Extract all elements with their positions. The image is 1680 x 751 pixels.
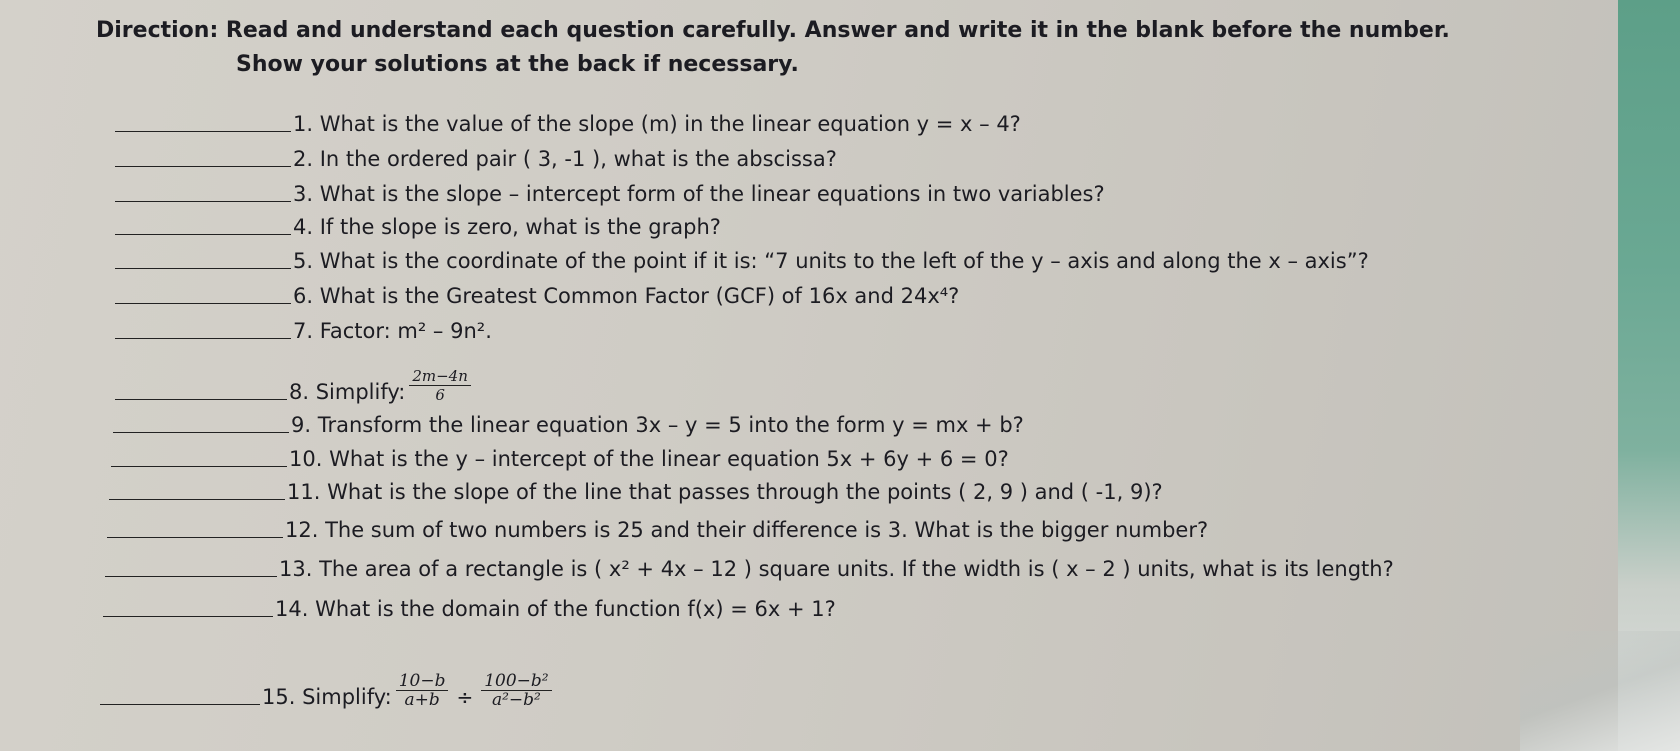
division-operator: ÷ bbox=[456, 685, 474, 709]
background-corner bbox=[1520, 631, 1680, 751]
question-5 bbox=[115, 243, 1369, 273]
answer-blank[interactable] bbox=[115, 233, 291, 235]
question-text: 10. What is the y – intercept of the linear equation 5x + 6y + 6 = 0? bbox=[289, 447, 1009, 471]
answer-blank[interactable] bbox=[111, 465, 287, 467]
question-text: 11. What is the slope of the line that passes through the points ( 2, 9 ) and ( -1, 9)? bbox=[287, 480, 1163, 504]
question-prefix: 15. Simplify: bbox=[262, 685, 392, 709]
fraction bbox=[409, 367, 471, 404]
question-8 bbox=[115, 344, 475, 404]
question-text: 7. Factor: m² – 9n². bbox=[293, 319, 492, 343]
question-4 bbox=[115, 209, 721, 239]
answer-blank[interactable] bbox=[115, 398, 287, 400]
answer-blank[interactable] bbox=[107, 536, 283, 538]
answer-blank[interactable] bbox=[115, 130, 291, 132]
question-10 bbox=[111, 441, 1009, 471]
question-2 bbox=[115, 141, 837, 171]
fraction-1-denominator: a+b bbox=[404, 690, 440, 710]
question-text: 14. What is the domain of the function f(x) = 6x + 1? bbox=[275, 597, 836, 621]
question-9 bbox=[113, 407, 1024, 437]
fraction-2 bbox=[481, 672, 551, 709]
question-1 bbox=[115, 106, 1021, 136]
fraction-denominator: 6 bbox=[435, 386, 445, 404]
question-15 bbox=[100, 649, 556, 709]
question-text: 9. Transform the linear equation 3x – y = 5 into the form y = mx + b? bbox=[291, 413, 1024, 437]
fraction-1 bbox=[396, 672, 449, 709]
answer-blank[interactable] bbox=[103, 615, 273, 617]
question-text: 12. The sum of two numbers is 25 and their difference is 3. What is the bigger number? bbox=[285, 518, 1209, 542]
direction-block bbox=[96, 14, 1536, 82]
question-text: 2. In the ordered pair ( 3, -1 ), what is the abscissa? bbox=[293, 147, 837, 171]
question-text: 3. What is the slope – intercept form of the linear equations in two variables? bbox=[293, 182, 1105, 206]
fraction-1-numerator: 10−b bbox=[396, 672, 449, 691]
answer-blank[interactable] bbox=[100, 703, 260, 705]
fraction-2-denominator: a²−b² bbox=[491, 690, 541, 710]
question-7 bbox=[115, 313, 492, 343]
question-13 bbox=[105, 551, 1394, 581]
direction-line1: Read and understand each question carefully. Answer and write it in the blank before the number. bbox=[225, 18, 1450, 43]
answer-blank[interactable] bbox=[105, 575, 277, 577]
question-3 bbox=[115, 176, 1105, 206]
question-text: 6. What is the Greatest Common Factor (GCF) of 16x and 24x⁴? bbox=[293, 284, 960, 308]
question-12 bbox=[107, 512, 1208, 542]
question-11 bbox=[109, 474, 1163, 504]
question-prefix: 8. Simplify: bbox=[289, 380, 406, 404]
question-text: 4. If the slope is zero, what is the graph? bbox=[293, 215, 721, 239]
question-text: 1. What is the value of the slope (m) in the linear equation y = x – 4? bbox=[293, 112, 1021, 136]
answer-blank[interactable] bbox=[115, 267, 291, 269]
question-text: 5. What is the coordinate of the point if it is: “7 units to the left of the y – axis and along the x – axis”? bbox=[293, 249, 1369, 273]
answer-blank[interactable] bbox=[115, 165, 291, 167]
question-text: 13. The area of a rectangle is ( x² + 4x – 12 ) square units. If the width is ( x – 2 ) units, what is its length? bbox=[279, 557, 1394, 581]
question-14 bbox=[103, 591, 836, 621]
answer-blank[interactable] bbox=[115, 337, 291, 339]
direction-label: Direction: bbox=[96, 18, 219, 43]
direction-line2: Show your solutions at the back if necessary. bbox=[236, 52, 799, 77]
question-6 bbox=[115, 278, 959, 308]
answer-blank[interactable] bbox=[113, 431, 289, 433]
answer-blank[interactable] bbox=[115, 200, 291, 202]
answer-blank[interactable] bbox=[115, 302, 291, 304]
fraction-2-numerator: 100−b² bbox=[481, 672, 551, 691]
answer-blank[interactable] bbox=[109, 498, 285, 500]
fraction-numerator: 2m−4n bbox=[409, 367, 471, 386]
